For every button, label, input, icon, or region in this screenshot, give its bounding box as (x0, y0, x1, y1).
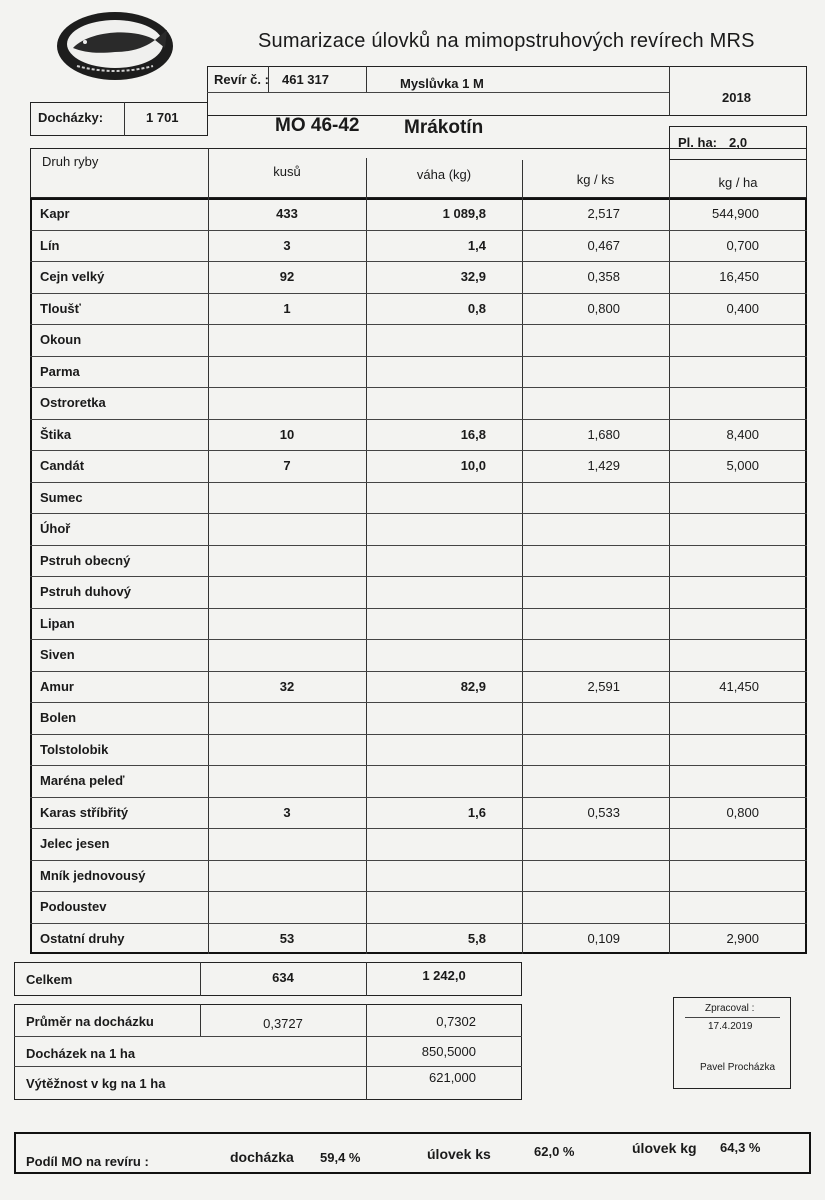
table-row-kusu: 10 (279, 426, 295, 442)
table-row-kg-ha (669, 893, 759, 921)
table-row-vaha (366, 641, 486, 669)
share-ulovek-ks-label: úlovek ks (427, 1146, 491, 1162)
table-row-kg-ks: 2,591 (587, 678, 620, 694)
area-label: Pl. ha: (678, 134, 718, 150)
table-row-vaha: 0,8 (467, 300, 486, 316)
dochazky-label: Docházky: (38, 109, 104, 125)
col-kusu: kusů (273, 163, 301, 179)
table-row-species: Ostroretka (40, 395, 106, 411)
table-row-divider (30, 828, 807, 829)
table-row-vaha (366, 830, 486, 858)
table-row-divider (30, 608, 807, 609)
table-row-vaha (366, 326, 486, 354)
table-row-species: Pstruh duhový (40, 584, 132, 600)
table-row-divider (30, 419, 807, 420)
table-row-kg-ha: 0,400 (726, 300, 759, 316)
table-row-kg-ks (540, 736, 620, 764)
table-row-vaha (366, 578, 486, 606)
table-row-vaha (366, 862, 486, 890)
table-row-kg-ha (669, 830, 759, 858)
table-row-vaha (366, 893, 486, 921)
table-row-kg-ks (540, 862, 620, 890)
table-row-species: Lín (40, 237, 60, 253)
table-row-kusu (208, 830, 366, 858)
table-row-species: Sumec (40, 489, 83, 505)
table-row-kusu: 3 (283, 804, 291, 820)
table-row-vaha (366, 389, 486, 417)
table-row-kg-ks (540, 358, 620, 386)
table-row-kg-ks: 0,800 (587, 300, 620, 316)
table-row-kg-ks (540, 641, 620, 669)
table-row-divider (30, 230, 807, 231)
table-row-kg-ks (540, 704, 620, 732)
mo-code: MO 46-42 (275, 115, 360, 136)
table-row-divider (30, 576, 807, 577)
table-row-kg-ks: 1,429 (587, 458, 620, 474)
table-row-kg-ha (669, 358, 759, 386)
processed-label: Zpracoval : (705, 1003, 755, 1014)
table-row-divider (30, 923, 807, 924)
table-row-kg-ha (669, 578, 759, 606)
table-row-divider (30, 891, 807, 892)
table-row-kg-ha (669, 641, 759, 669)
table-row-kg-ks: 0,109 (587, 930, 620, 946)
table-row-divider (30, 356, 807, 357)
celkem-kusu: 634 (272, 969, 294, 985)
table-row-vaha (366, 610, 486, 638)
table-row-species: Parma (40, 363, 80, 379)
table-row-kusu: 7 (283, 458, 291, 474)
table-row-kg-ha (669, 610, 759, 638)
table-row-vaha (366, 484, 486, 512)
table-row-kg-ks: 0,533 (587, 804, 620, 820)
table-row-divider (30, 639, 807, 640)
col-vaha: váha (kg) (416, 166, 472, 182)
table-row-species: Pstruh obecný (40, 552, 131, 568)
table-row-kg-ha: 2,900 (726, 930, 759, 946)
table-row-species: Candát (40, 458, 85, 474)
celkem-label: Celkem (26, 971, 73, 987)
table-row-species: Ostatní druhy (40, 930, 125, 946)
celkem-vaha: 1 242,0 (422, 967, 466, 983)
table-row-kusu (208, 893, 366, 921)
table-row-kusu (208, 610, 366, 638)
table-row-vaha (366, 547, 486, 575)
revir-name: Myslůvka 1 M (400, 75, 484, 91)
table-row-vaha: 5,8 (467, 930, 486, 946)
prumer-kusu: 0,3727 (263, 1015, 303, 1031)
table-row-vaha (366, 704, 486, 732)
table-row-kg-ha (669, 767, 759, 795)
table-row-species: Amur (40, 678, 74, 694)
page-title: Sumarizace úlovků na mimopstruhových revírech MRS (258, 30, 755, 52)
table-row-kg-ha: 16,450 (719, 269, 759, 285)
table-row-kusu (208, 326, 366, 354)
table-row-kg-ha: 0,800 (726, 804, 759, 820)
table-row-vaha: 1,4 (467, 237, 486, 253)
vytěznost-label: Výtěžnost v kg na 1 ha (26, 1075, 166, 1091)
dochazek-value: 850,5000 (421, 1043, 476, 1059)
share-ulovek-ks-value: 62,0 % (534, 1143, 575, 1159)
table-row-kg-ks: 2,517 (587, 206, 620, 222)
table-row-kusu (208, 547, 366, 575)
table-row-species: Mník jednovousý (40, 867, 146, 883)
table-row-kg-ha (669, 484, 759, 512)
col-druh: Druh ryby (42, 153, 99, 169)
table-row-kusu (208, 358, 366, 386)
table-row-vaha: 1,6 (467, 804, 486, 820)
table-row-kg-ha (669, 862, 759, 890)
table-row-kg-ks (540, 484, 620, 512)
revir-number: 461 317 (282, 71, 329, 87)
table-row-kg-ks (540, 830, 620, 858)
table-row-kg-ha: 544,900 (712, 206, 759, 222)
table-row-kg-ha (669, 704, 759, 732)
table-row-vaha: 16,8 (460, 426, 486, 442)
table-row-kg-ks: 1,680 (587, 426, 620, 442)
table-row-kusu (208, 862, 366, 890)
share-ulovek-kg-label: úlovek kg (632, 1140, 697, 1156)
table-row-divider (30, 482, 807, 483)
table-row-kusu: 32 (279, 678, 295, 694)
prumer-label: Průměr na docházku (26, 1013, 154, 1029)
table-row-vaha (366, 358, 486, 386)
mo-name: Mrákotín (404, 117, 484, 138)
table-row-kusu (208, 484, 366, 512)
table-row-kusu (208, 704, 366, 732)
table-row-kusu: 433 (276, 206, 298, 222)
table-row-kusu (208, 641, 366, 669)
table-row-species: Štika (40, 426, 72, 442)
table-row-kg-ks (540, 326, 620, 354)
table-row-kg-ha: 5,000 (726, 458, 759, 474)
table-row-divider (30, 765, 807, 766)
table-row-vaha: 32,9 (460, 269, 486, 285)
table-row-species: Lipan (40, 615, 75, 631)
table-row-species: Okoun (40, 332, 82, 348)
table-row-vaha (366, 515, 486, 543)
col-kg-ks: kg / ks (576, 171, 615, 187)
table-row-kg-ha: 8,400 (726, 426, 759, 442)
dochazek-label: Docházek na 1 ha (26, 1045, 136, 1061)
table-row-vaha (366, 736, 486, 764)
table-row-kusu (208, 578, 366, 606)
share-dochazka-label: docházka (230, 1149, 294, 1165)
table-row-kusu: 3 (283, 237, 291, 253)
table-row-kg-ha: 0,700 (726, 237, 759, 253)
table-row-species: Úhoř (40, 521, 71, 537)
table-row-species: Cejn velký (40, 269, 105, 285)
vytěznost-value: 621,000 (429, 1069, 476, 1085)
table-row-kusu: 1 (283, 300, 291, 316)
mrs-logo (55, 10, 175, 82)
dochazky-value: 1 701 (146, 109, 179, 125)
table-row-kg-ha (669, 736, 759, 764)
table-row-species: Bolen (40, 710, 77, 726)
table-row-kusu: 92 (279, 269, 295, 285)
table-row-kg-ha (669, 515, 759, 543)
table-row-divider (30, 387, 807, 388)
table-row-vaha: 10,0 (460, 458, 486, 474)
table-row-kg-ha (669, 547, 759, 575)
table-row-divider (30, 513, 807, 514)
table-row-kg-ks (540, 578, 620, 606)
table-row-kg-ks: 0,467 (587, 237, 620, 253)
year: 2018 (722, 89, 751, 105)
table-row-vaha (366, 767, 486, 795)
processed-name: Pavel Procházka (700, 1062, 776, 1073)
table-row-species: Siven (40, 647, 75, 663)
table-row-vaha: 1 089,8 (442, 206, 486, 222)
table-row-kusu (208, 767, 366, 795)
table-row-kg-ks (540, 610, 620, 638)
table-row-divider (30, 450, 807, 451)
table-row-kusu (208, 515, 366, 543)
table-row-kusu: 53 (279, 930, 295, 946)
table-row-kg-ks (540, 547, 620, 575)
table-row-species: Karas stříbřitý (40, 804, 129, 820)
table-row-species: Maréna peleď (40, 773, 125, 789)
table-row-kusu (208, 389, 366, 417)
table-row-species: Tolstolobik (40, 741, 109, 757)
table-row-kusu (208, 736, 366, 764)
table-row-species: Kapr (40, 206, 70, 222)
table-row-divider (30, 797, 807, 798)
table-row-kg-ks (540, 767, 620, 795)
table-row-kg-ha (669, 389, 759, 417)
area-value: 2,0 (729, 134, 748, 150)
table-row-kg-ks (540, 389, 620, 417)
col-kg-ha: kg / ha (718, 174, 758, 190)
table-row-divider (30, 860, 807, 861)
table-row-kg-ks (540, 893, 620, 921)
prumer-vaha: 0,7302 (436, 1013, 476, 1029)
table-row-divider (30, 702, 807, 703)
table-row-species: Jelec jesen (40, 836, 110, 852)
table-row-divider (30, 293, 807, 294)
processed-date: 17.4.2019 (708, 1021, 753, 1032)
table-row-species: Podoustev (40, 899, 107, 915)
revir-label: Revír č. : (214, 71, 269, 87)
table-row-divider (30, 671, 807, 672)
share-label: Podíl MO na revíru : (26, 1153, 149, 1169)
share-dochazka-value: 59,4 % (320, 1149, 361, 1165)
table-row-kg-ks: 0,358 (587, 269, 620, 285)
table-row-divider (30, 261, 807, 262)
share-ulovek-kg-value: 64,3 % (720, 1139, 761, 1155)
table-row-species: Tloušť (40, 300, 81, 316)
table-row-kg-ha (669, 326, 759, 354)
table-row-vaha: 82,9 (460, 678, 486, 694)
table-row-kg-ks (540, 515, 620, 543)
table-row-divider (30, 734, 807, 735)
table-row-kg-ha: 41,450 (719, 678, 759, 694)
table-row-divider (30, 324, 807, 325)
table-row-divider (30, 545, 807, 546)
